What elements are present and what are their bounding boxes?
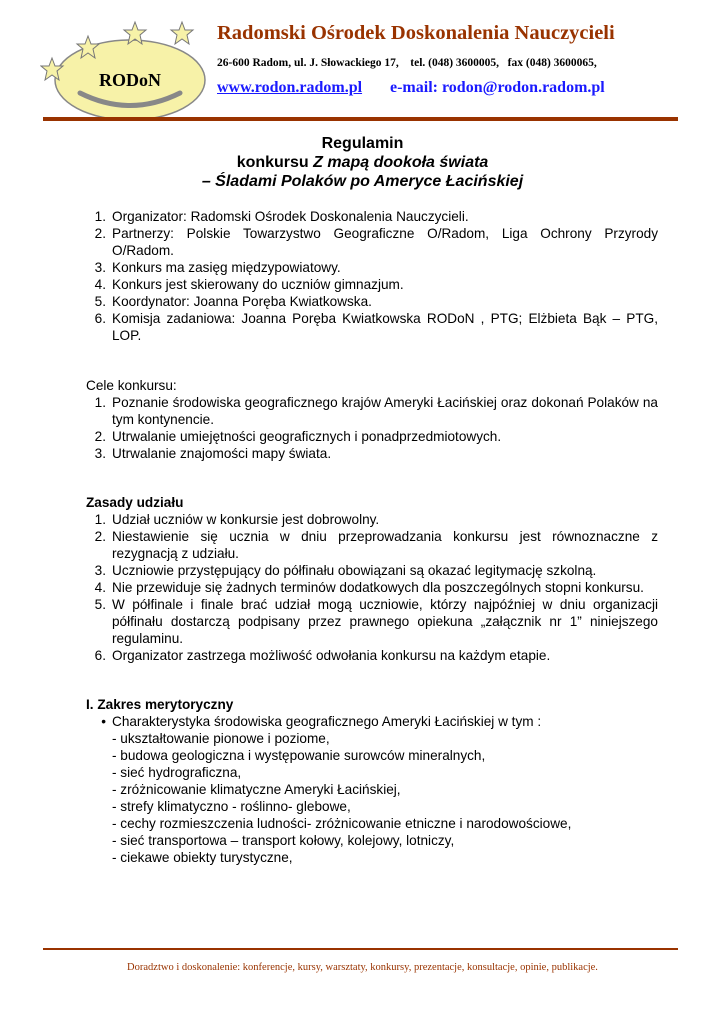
item-number: 1. — [94, 395, 106, 410]
doc-title-1: Regulamin — [321, 135, 404, 152]
item-text: Konkurs ma zasięg międzypowiatowy. — [112, 260, 341, 275]
rules-heading: Zasady udziału — [86, 495, 184, 510]
item-number: 2. — [94, 429, 106, 444]
bullet-icon: • — [101, 714, 106, 729]
item-number: 5. — [94, 294, 106, 309]
sub-item: - ciekawe obiekty turystyczne, — [112, 850, 293, 865]
item-text: Utrwalanie umiejętności geograficznych i ponadprzedmiotowych. — [112, 429, 502, 444]
sub-item: - strefy klimatyczno - roślinno- glebowe, — [112, 799, 351, 814]
item-text: Organizator: Radomski Ośrodek Doskonalenia Nauczycieli. — [112, 209, 469, 224]
sub-item: - cechy rozmieszczenia ludności- zróżnicowanie etniczne i narodowościowe, — [112, 816, 572, 831]
org-address: 26-600 Radom, ul. J. Słowackiego 17, tel. (048) 3600005, fax (048) 3600065, — [217, 57, 597, 69]
item-text: Konkurs jest skierowany do uczniów gimnazjum. — [112, 277, 404, 292]
item-number: 1. — [94, 512, 106, 527]
doc-title-2 — [0, 153, 725, 172]
list-item — [82, 276, 658, 293]
item-text: Poznanie środowiska geograficznego krajów Ameryki Łacińskiej oraz dokonań Polaków na tym kontynencie. — [112, 395, 658, 427]
item-number: 6. — [94, 648, 106, 663]
item-text: Utrwalanie znajomości mapy świata. — [112, 446, 332, 461]
list-item — [82, 394, 658, 428]
sub-item: - sieć hydrograficzna, — [112, 765, 242, 780]
org-name: Radomski Ośrodek Doskonalenia Nauczycieli — [217, 22, 615, 44]
item-number: 2. — [94, 529, 106, 544]
list-item — [82, 511, 658, 528]
sub-item: - zróżnicowanie klimatyczne Ameryki Łacińskiej, — [112, 782, 401, 797]
website-link[interactable]: www.rodon.radom.pl — [217, 79, 363, 96]
footer-divider — [43, 948, 678, 950]
list-item — [82, 528, 658, 562]
item-number: 3. — [94, 260, 106, 275]
list-item — [82, 208, 658, 225]
list-item — [82, 562, 658, 579]
header-divider — [43, 117, 678, 121]
footer-text: Doradztwo i doskonalenie: konferencje, kursy, warsztaty, konkursy, prezentacje, konsultacje, opinie, publikacje. — [127, 962, 598, 973]
doc-title-3: – Śladami Polaków po Ameryce Łacińskiej — [201, 173, 524, 190]
list-item — [82, 225, 658, 259]
list-item — [82, 259, 658, 276]
list-item — [82, 293, 658, 310]
goals-heading: Cele konkursu: — [86, 378, 177, 393]
scope-heading: I. Zakres merytoryczny — [86, 697, 234, 712]
sub-item: - sieć transportowa – transport kołowy, kolejowy, lotniczy, — [112, 833, 455, 848]
scope-section — [82, 696, 658, 866]
rules-section — [82, 494, 658, 664]
item-text: Koordynator: Joanna Poręba Kwiatkowska. — [112, 294, 372, 309]
item-text: Niestawienie się ucznia w dniu przeprowadzania konkursu jest równoznaczne z rezygnacją z udziału. — [112, 529, 658, 561]
item-text: Partnerzy: Polskie Towarzystwo Geograficzne O/Radom, Liga Ochrony Przyrody O/Radom. — [112, 226, 658, 258]
item-number: 1. — [94, 209, 106, 224]
bullet-item — [82, 713, 658, 730]
item-number: 4. — [94, 580, 106, 595]
email-link[interactable]: e-mail: rodon@rodon.radom.pl — [390, 79, 605, 96]
item-number: 4. — [94, 277, 106, 292]
item-text: W półfinale i finale brać udział mogą uczniowie, którzy najpóźniej w dniu organizacji półfinału dostarczą podpisany przez prawnego opiekuna „załącznik nr 1” niniejszego regulaminu. — [112, 597, 658, 646]
intro-list — [82, 208, 658, 344]
list-item — [82, 445, 658, 462]
sub-item: - budowa geologiczna i występowanie surowców mineralnych, — [112, 748, 486, 763]
bullet-text: Charakterystyka środowiska geograficznego Ameryki Łacińskiej w tym : — [112, 714, 542, 729]
sub-item: - ukształtowanie pionowe i poziome, — [112, 731, 330, 746]
item-number: 3. — [94, 563, 106, 578]
item-number: 3. — [94, 446, 106, 461]
item-text: Udział uczniów w konkursie jest dobrowolny. — [112, 512, 380, 527]
goals-section — [82, 377, 658, 462]
item-text: Uczniowie przystępujący do półfinału obowiązani są okazać legitymację szkolną. — [112, 563, 597, 578]
title-italic: Z mapą dookoła świata — [313, 154, 489, 171]
item-text: Nie przewiduje się żadnych terminów dodatkowych dla poszczególnych stopni konkursu. — [112, 580, 644, 595]
item-number: 2. — [94, 226, 106, 241]
list-item — [82, 310, 658, 344]
item-text: Komisja zadaniowa: Joanna Poręba Kwiatkowska RODoN , PTG; Elżbieta Bąk – PTG, LOP. — [112, 311, 658, 343]
list-item — [82, 647, 658, 664]
title-prefix: konkursu — [236, 154, 314, 171]
list-item — [82, 596, 658, 647]
list-item — [82, 579, 658, 596]
item-number: 6. — [94, 311, 106, 326]
item-text: Organizator zastrzega możliwość odwołania konkursu na każdym etapie. — [112, 648, 551, 663]
item-number: 5. — [94, 597, 106, 612]
rodon-logo — [40, 18, 215, 123]
list-item — [82, 428, 658, 445]
svg-text:RODoN: RODoN — [99, 70, 161, 90]
